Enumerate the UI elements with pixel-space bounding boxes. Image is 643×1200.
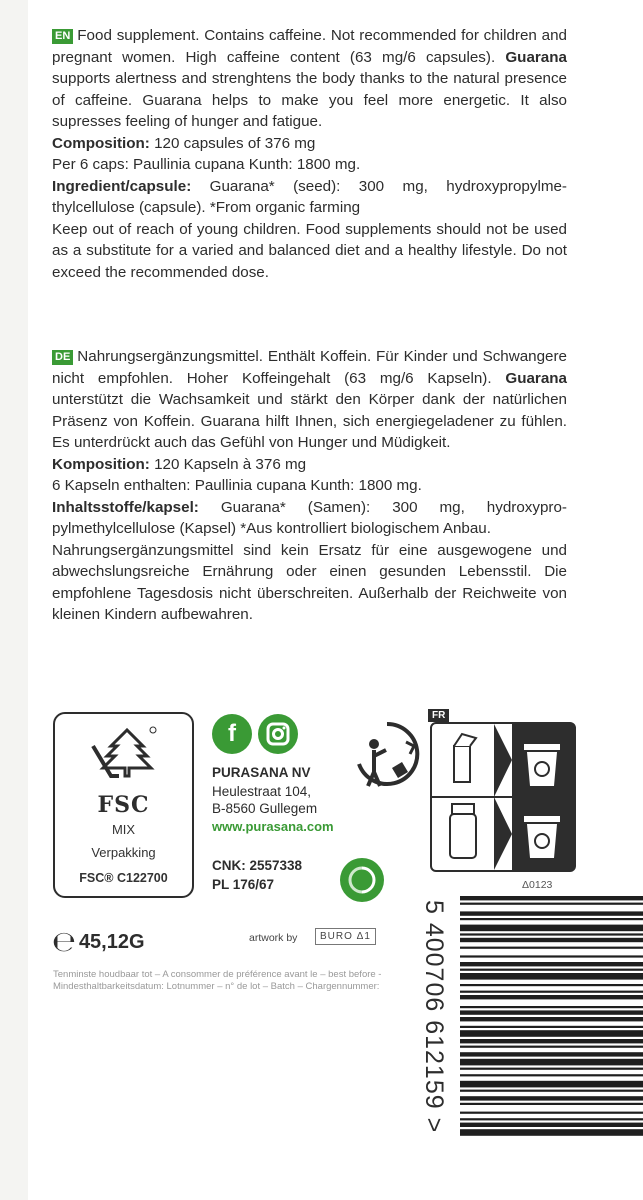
barcode-bar xyxy=(460,1096,643,1100)
cnk-code: CNK: 2557338 xyxy=(212,858,303,873)
fsc-code: FSC® C122700 xyxy=(79,871,168,885)
en-guarana: Guarana xyxy=(505,48,567,66)
barcode-bar xyxy=(460,955,643,957)
barcode-bar xyxy=(460,973,643,980)
barcode-bar xyxy=(460,911,643,915)
de-composition-label: Komposition: xyxy=(52,455,150,473)
fr-recycling-info xyxy=(430,722,576,872)
barcode-bar xyxy=(460,995,643,999)
jar-icon xyxy=(450,804,476,858)
german-text-block xyxy=(52,346,567,626)
barcode-bar xyxy=(460,925,643,932)
en-intro-b: supports alertness and strenghtens the body thanks to the natural presence of caffeine. Guarana helps to make you feel more energetic. It also supresses feeling of hunger and fatigue. xyxy=(52,70,567,130)
english-text-block xyxy=(52,25,567,283)
en-composition-value: 120 capsules of 376 mg xyxy=(154,134,316,152)
net-weight-value: 45,12G xyxy=(78,931,145,953)
en-intro-a: Food supplement. Contains caffeine. Not recommended for children and pregnant women. High caffeine content (63 mg/6 capsules). xyxy=(52,27,567,66)
barcode-bar xyxy=(460,1039,643,1043)
instagram-icon[interactable] xyxy=(258,714,298,754)
barcode xyxy=(420,890,643,1200)
barcode-bar xyxy=(460,1017,643,1021)
barcode-bar xyxy=(460,1123,643,1127)
fsc-word: FSC xyxy=(97,792,150,818)
de-guarana: Guarana xyxy=(505,369,567,387)
barcode-bar xyxy=(460,1026,643,1028)
barcode-bar xyxy=(460,991,643,993)
barcode-bar xyxy=(460,947,643,949)
barcode-bar xyxy=(460,962,643,966)
barcode-bar xyxy=(460,1081,643,1088)
barcode-bar xyxy=(460,1074,643,1076)
barcode-bar xyxy=(460,1112,643,1114)
barcode-bar xyxy=(460,1046,643,1048)
barcode-bar xyxy=(460,1090,643,1092)
barcode-bar xyxy=(460,1103,643,1105)
en-ingredient-label: Ingredient/capsule: xyxy=(52,177,192,195)
barcode-bar xyxy=(460,1059,643,1066)
net-weight xyxy=(52,925,145,958)
de-warning: Nahrungsergänzungsmittel sind kein Ersatz für eine ausgewogene und abwechslungsreiche Ernährung oder einen gesunden Lebensstil. Die empfohlene Tagesdosis nicht überschreiten. Außerhalb der Reichweite von kleinen Kindern aufbewahren. xyxy=(52,541,567,623)
de-ingredient-value: Guarana* (Samen): 300 mg, hydroxypro-pylmethylcellulose (Kapsel) *Aus kontrolliert biologischem Anbau. xyxy=(52,498,567,537)
barcode-bar xyxy=(460,1129,643,1136)
triman-icon xyxy=(352,720,422,800)
company-name: PURASANA NV xyxy=(212,765,311,780)
pl-code: PL 176/67 xyxy=(212,877,275,892)
fsc-mix: MIX xyxy=(111,822,136,837)
barcode-bar xyxy=(460,933,643,935)
de-intro-b: unterstützt die Wachsamkeit und stärkt den Körper dank der natürlichen Präsenz von Koffein. Guarana hilft Ihnen, sich energiegeladener zu fühlen. Es unterdrückt auch das Gefühl von Hunger und Müdigkeit. xyxy=(52,391,567,451)
language-badge-de: DE xyxy=(52,350,73,365)
de-per-caps: 6 Kapseln enthalten: Paullinia cupana Kunth: 1800 mg. xyxy=(52,477,422,494)
de-ingredient-label: Inhaltsstoffe/kapsel: xyxy=(52,498,199,516)
buro-logo: BURO Δ1 xyxy=(315,928,376,945)
barcode-digits: 5 400706 612159 > xyxy=(420,900,448,1134)
fr-country-tag: FR xyxy=(428,709,449,722)
estimated-sign-icon: ℮ xyxy=(52,925,76,958)
barcode-bar xyxy=(460,1118,643,1120)
company-city: B-8560 Gullegem xyxy=(212,801,318,816)
en-ingredient-value: Guarana* (seed): 300 mg, hydroxypropylme-thylcellulose (capsule). *From organic farming xyxy=(52,177,567,216)
artwork-credit: artwork by xyxy=(249,932,298,944)
barcode-bar xyxy=(460,1006,643,1008)
barcode-bar xyxy=(460,1068,643,1070)
recycling-code: Δ0123 xyxy=(522,879,553,891)
barcode-bar xyxy=(460,1052,643,1056)
barcode-bar xyxy=(460,896,643,900)
fsc-verpakking: Verpakking xyxy=(91,845,156,860)
green-dot-recycling-icon xyxy=(340,858,384,902)
de-composition-value: 120 Kapseln à 376 mg xyxy=(154,455,307,473)
barcode-bar xyxy=(460,918,643,920)
fsc-logo xyxy=(53,712,194,898)
best-before-text: Tenminste houdbaar tot – A consommer de préférence avant le – best before - Mindesthaltbarkeitsdatum: Lotnummer – n° de lot – Batch – Chargennummer: xyxy=(53,969,382,992)
fsc-tree-icon xyxy=(89,724,159,790)
de-intro-a: Nahrungsergänzungsmittel. Enthält Koffein. Für Kinder und Schwangere nicht empfohlen. Hoher Koffeingehalt (63 mg/6 Kapseln). xyxy=(52,348,567,387)
barcode-bar xyxy=(460,1010,643,1014)
barcode-bar xyxy=(460,938,643,942)
facebook-icon[interactable]: f xyxy=(212,714,252,754)
company-street: Heulestraat 104, xyxy=(212,784,312,799)
en-composition-label: Composition: xyxy=(52,134,150,152)
barcode-bar xyxy=(460,969,643,971)
barcode-bar xyxy=(460,984,643,986)
language-badge-en: EN xyxy=(52,29,73,44)
box-icon xyxy=(454,734,476,782)
en-per-caps: Per 6 caps: Paullinia cupana Kunth: 1800 mg. xyxy=(52,156,361,173)
barcode-bar xyxy=(460,1030,643,1037)
en-warning: Keep out of reach of young children. Food supplements should not be used as a substitute for a varied and balanced diet and a healthy lifestyle. Do not exceed the recommended dose. xyxy=(52,220,567,281)
barcode-bar xyxy=(460,903,643,905)
company-website-link[interactable]: www.purasana.com xyxy=(212,819,334,834)
